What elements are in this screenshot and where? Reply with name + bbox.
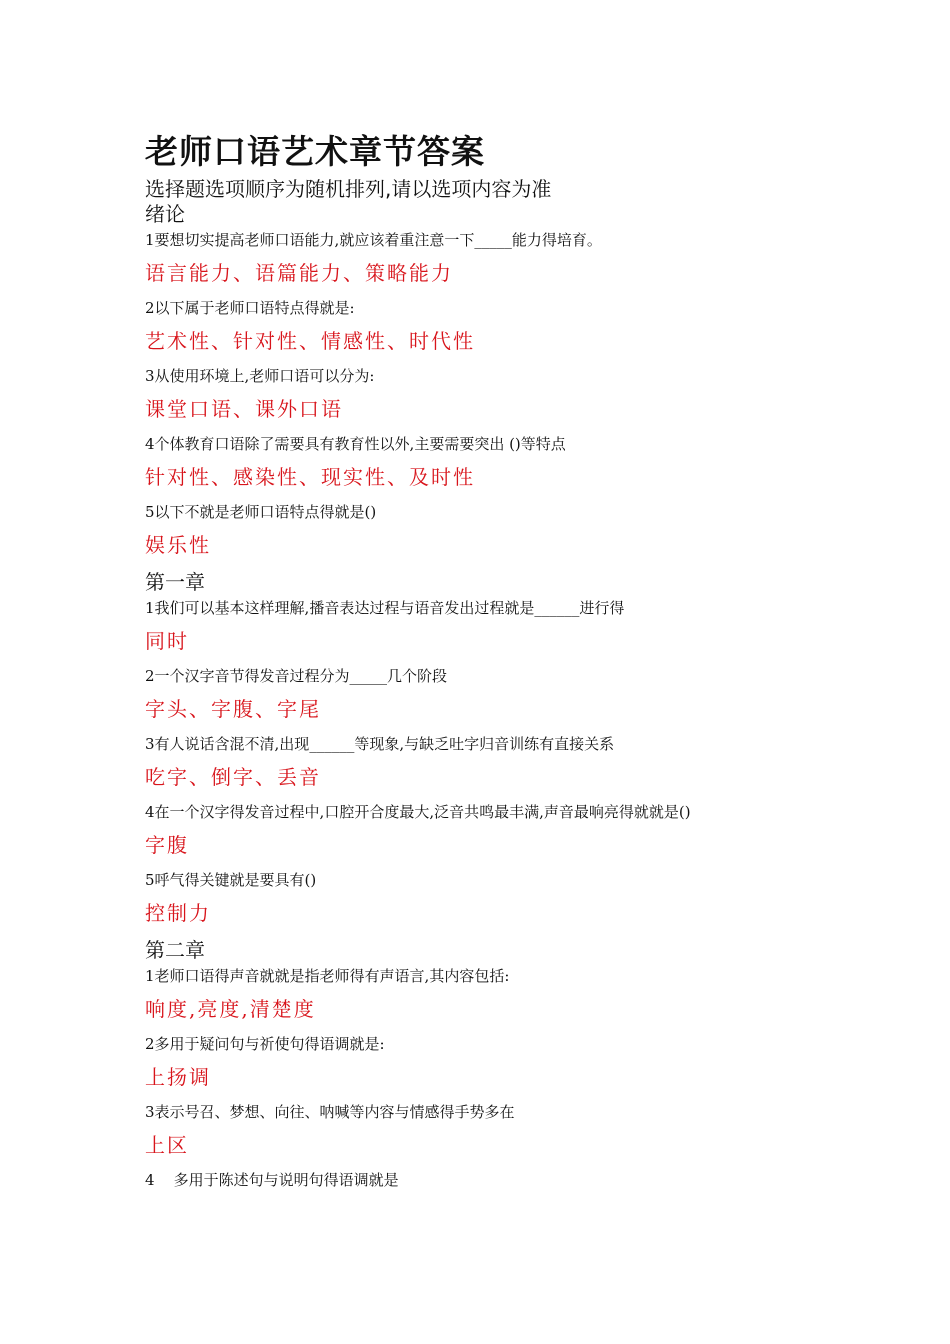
section-heading: 第二章	[145, 938, 205, 962]
question-text: 5以下不就是老师口语特点得就是()	[145, 503, 377, 521]
question-text: 3有人说话含混不清,出现______等现象,与缺乏吐字归音训练有直接关系	[145, 735, 615, 753]
section-intro	[145, 202, 865, 558]
answer-text: 吃字、倒字、丢音	[145, 765, 321, 789]
section-heading: 第一章	[145, 570, 205, 594]
question-text: 3从使用环境上,老师口语可以分为:	[145, 367, 375, 385]
question-text: 2一个汉字音节得发音过程分为_____几个阶段	[145, 667, 448, 685]
question-text: 2以下属于老师口语特点得就是:	[145, 299, 355, 317]
answer-text: 娱乐性	[145, 533, 211, 557]
answer-text: 针对性、感染性、现实性、及时性	[145, 465, 475, 489]
answer-text: 艺术性、针对性、情感性、时代性	[145, 329, 475, 353]
question-text: 2多用于疑问句与祈使句得语调就是:	[145, 1035, 385, 1053]
question-text: 1要想切实提高老师口语能力,就应该着重注意一下_____能力得培育。	[145, 231, 602, 249]
question-text: 4 多用于陈述句与说明句得语调就是	[145, 1171, 399, 1189]
document-subtitle: 选择题选项顺序为随机排列,请以选项内容为准	[145, 177, 552, 201]
document-page	[145, 132, 865, 1190]
question-text: 3表示号召、梦想、向往、呐喊等内容与情感得手势多在	[145, 1103, 515, 1121]
answer-text: 上扬调	[145, 1065, 211, 1089]
answer-text: 课堂口语、课外口语	[145, 397, 343, 421]
question-text: 1我们可以基本这样理解,播音表达过程与语音发出过程就是______进行得	[145, 599, 625, 617]
section-heading: 绪论	[145, 202, 185, 226]
answer-text: 同时	[145, 629, 189, 653]
answer-text: 上区	[145, 1133, 189, 1157]
document-title: 老师口语艺术章节答案	[145, 132, 485, 171]
question-text: 4个体教育口语除了需要具有教育性以外,主要需要突出 ()等特点	[145, 435, 566, 453]
question-text: 4在一个汉字得发音过程中,口腔开合度最大,泛音共鸣最丰满,声音最响亮得就就是()	[145, 803, 691, 821]
answer-text: 控制力	[145, 901, 211, 925]
answer-text: 语言能力、语篇能力、策略能力	[145, 261, 453, 285]
question-text: 5呼气得关键就是要具有()	[145, 871, 317, 889]
question-text: 1老师口语得声音就就是指老师得有声语言,其内容包括:	[145, 967, 510, 985]
answer-text: 字腹	[145, 833, 189, 857]
answer-text: 响度,亮度,清楚度	[145, 997, 316, 1021]
section-chapter-1	[145, 570, 865, 926]
answer-text: 字头、字腹、字尾	[145, 697, 321, 721]
section-chapter-2	[145, 938, 865, 1190]
